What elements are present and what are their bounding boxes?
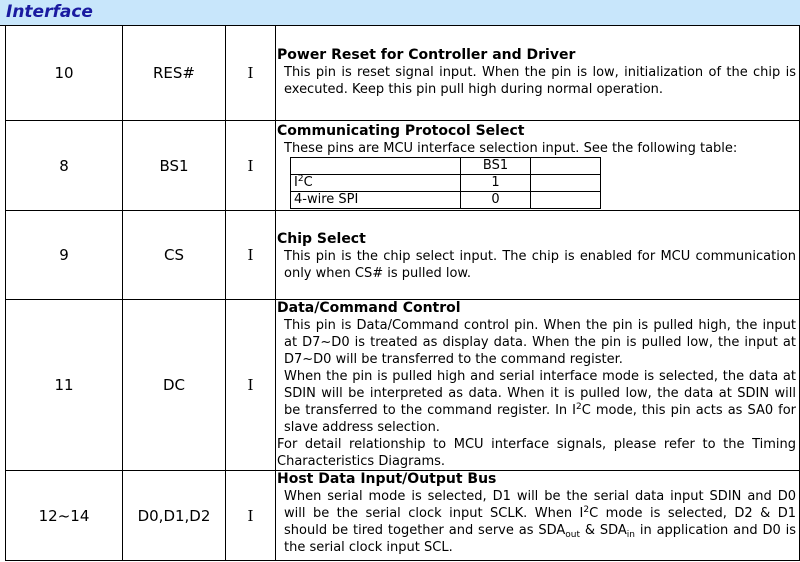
table-row	[6, 471, 800, 561]
section-header	[0, 0, 800, 26]
description-text: When the pin is pulled high and serial interface mode is selected, the data at SDIN will be interpreted as data. When it is pulled low, the data at SDIN will be transferred to the command register. In $I^2C$ mode, this pin acts as SA0 for slave address selection.	[284, 369, 796, 435]
pin-number: 11	[6, 300, 123, 471]
pin-io: I	[226, 471, 276, 561]
description-title: Chip Select	[277, 231, 366, 247]
description-text: This pin is reset signal input. When the pin is low, initialization of the chip is executed. Keep this pin pull high during normal operation.	[284, 65, 796, 97]
bs1-table-blank	[531, 158, 601, 175]
pin-name: CS	[123, 211, 226, 300]
table-row	[6, 300, 800, 471]
pin-description	[276, 211, 800, 300]
bs1-table-row-label: $I^2C$	[291, 175, 461, 192]
description-text: This pin is the chip select input. The chip is enabled for MCU communication only when CS# is pulled low.	[284, 249, 796, 281]
pin-number: 8	[6, 121, 123, 211]
bs1-table-row-value: 0	[461, 192, 531, 209]
pin-name: RES#	[123, 26, 226, 121]
bs1-table-row-value: 1	[461, 175, 531, 192]
table-row	[6, 211, 800, 300]
pin-io: I	[226, 26, 276, 121]
description-text: When serial mode is selected, D1 will be the serial data input SDIN and D0 will be the serial clock input SCLK. When $I^2C$ mode is selected, D2 & D1 should be tired together and serve as $SDA_{out}$ & $SDA_{in}$ in application and D0 is the serial clock input SCL.	[284, 489, 796, 555]
section-title: Interface	[6, 2, 93, 22]
bs1-table-header: BS1	[461, 158, 531, 175]
pin-number: 9	[6, 211, 123, 300]
pin-name: DC	[123, 300, 226, 471]
pin-io: I	[226, 121, 276, 211]
pin-table	[5, 25, 800, 561]
description-title: Communicating Protocol Select	[277, 123, 525, 139]
bs1-table-row-label: 4-wire SPI	[291, 192, 461, 209]
description-text: These pins are MCU interface selection input. See the following table:	[284, 141, 738, 156]
pin-io: I	[226, 211, 276, 300]
table-row	[6, 26, 800, 121]
pin-name: D0,D1,D2	[123, 471, 226, 561]
description-title: Host Data Input/Output Bus	[277, 471, 497, 487]
description-note: For detail relationship to MCU interface signals, please refer to the Timing Characteristics Diagrams.	[277, 437, 796, 469]
description-text: This pin is Data/Command control pin. When the pin is pulled high, the input at D7~D0 is treated as display data. When the pin is pulled low, the input at D7~D0 will be transferred to the command register.	[284, 318, 796, 367]
pin-number: 12~14	[6, 471, 123, 561]
pin-description	[276, 300, 800, 471]
description-title: Power Reset for Controller and Driver	[277, 47, 576, 63]
pin-description	[276, 26, 800, 121]
pin-name: BS1	[123, 121, 226, 211]
bs1-table-blank	[531, 175, 601, 192]
bs1-table-corner	[291, 158, 461, 175]
pin-io: I	[226, 300, 276, 471]
pin-description	[276, 121, 800, 211]
bs1-table-blank	[531, 192, 601, 209]
pin-description	[276, 471, 800, 561]
bs1-select-table	[290, 157, 601, 209]
pin-number: 10	[6, 26, 123, 121]
description-title: Data/Command Control	[277, 300, 461, 316]
table-row	[6, 121, 800, 211]
